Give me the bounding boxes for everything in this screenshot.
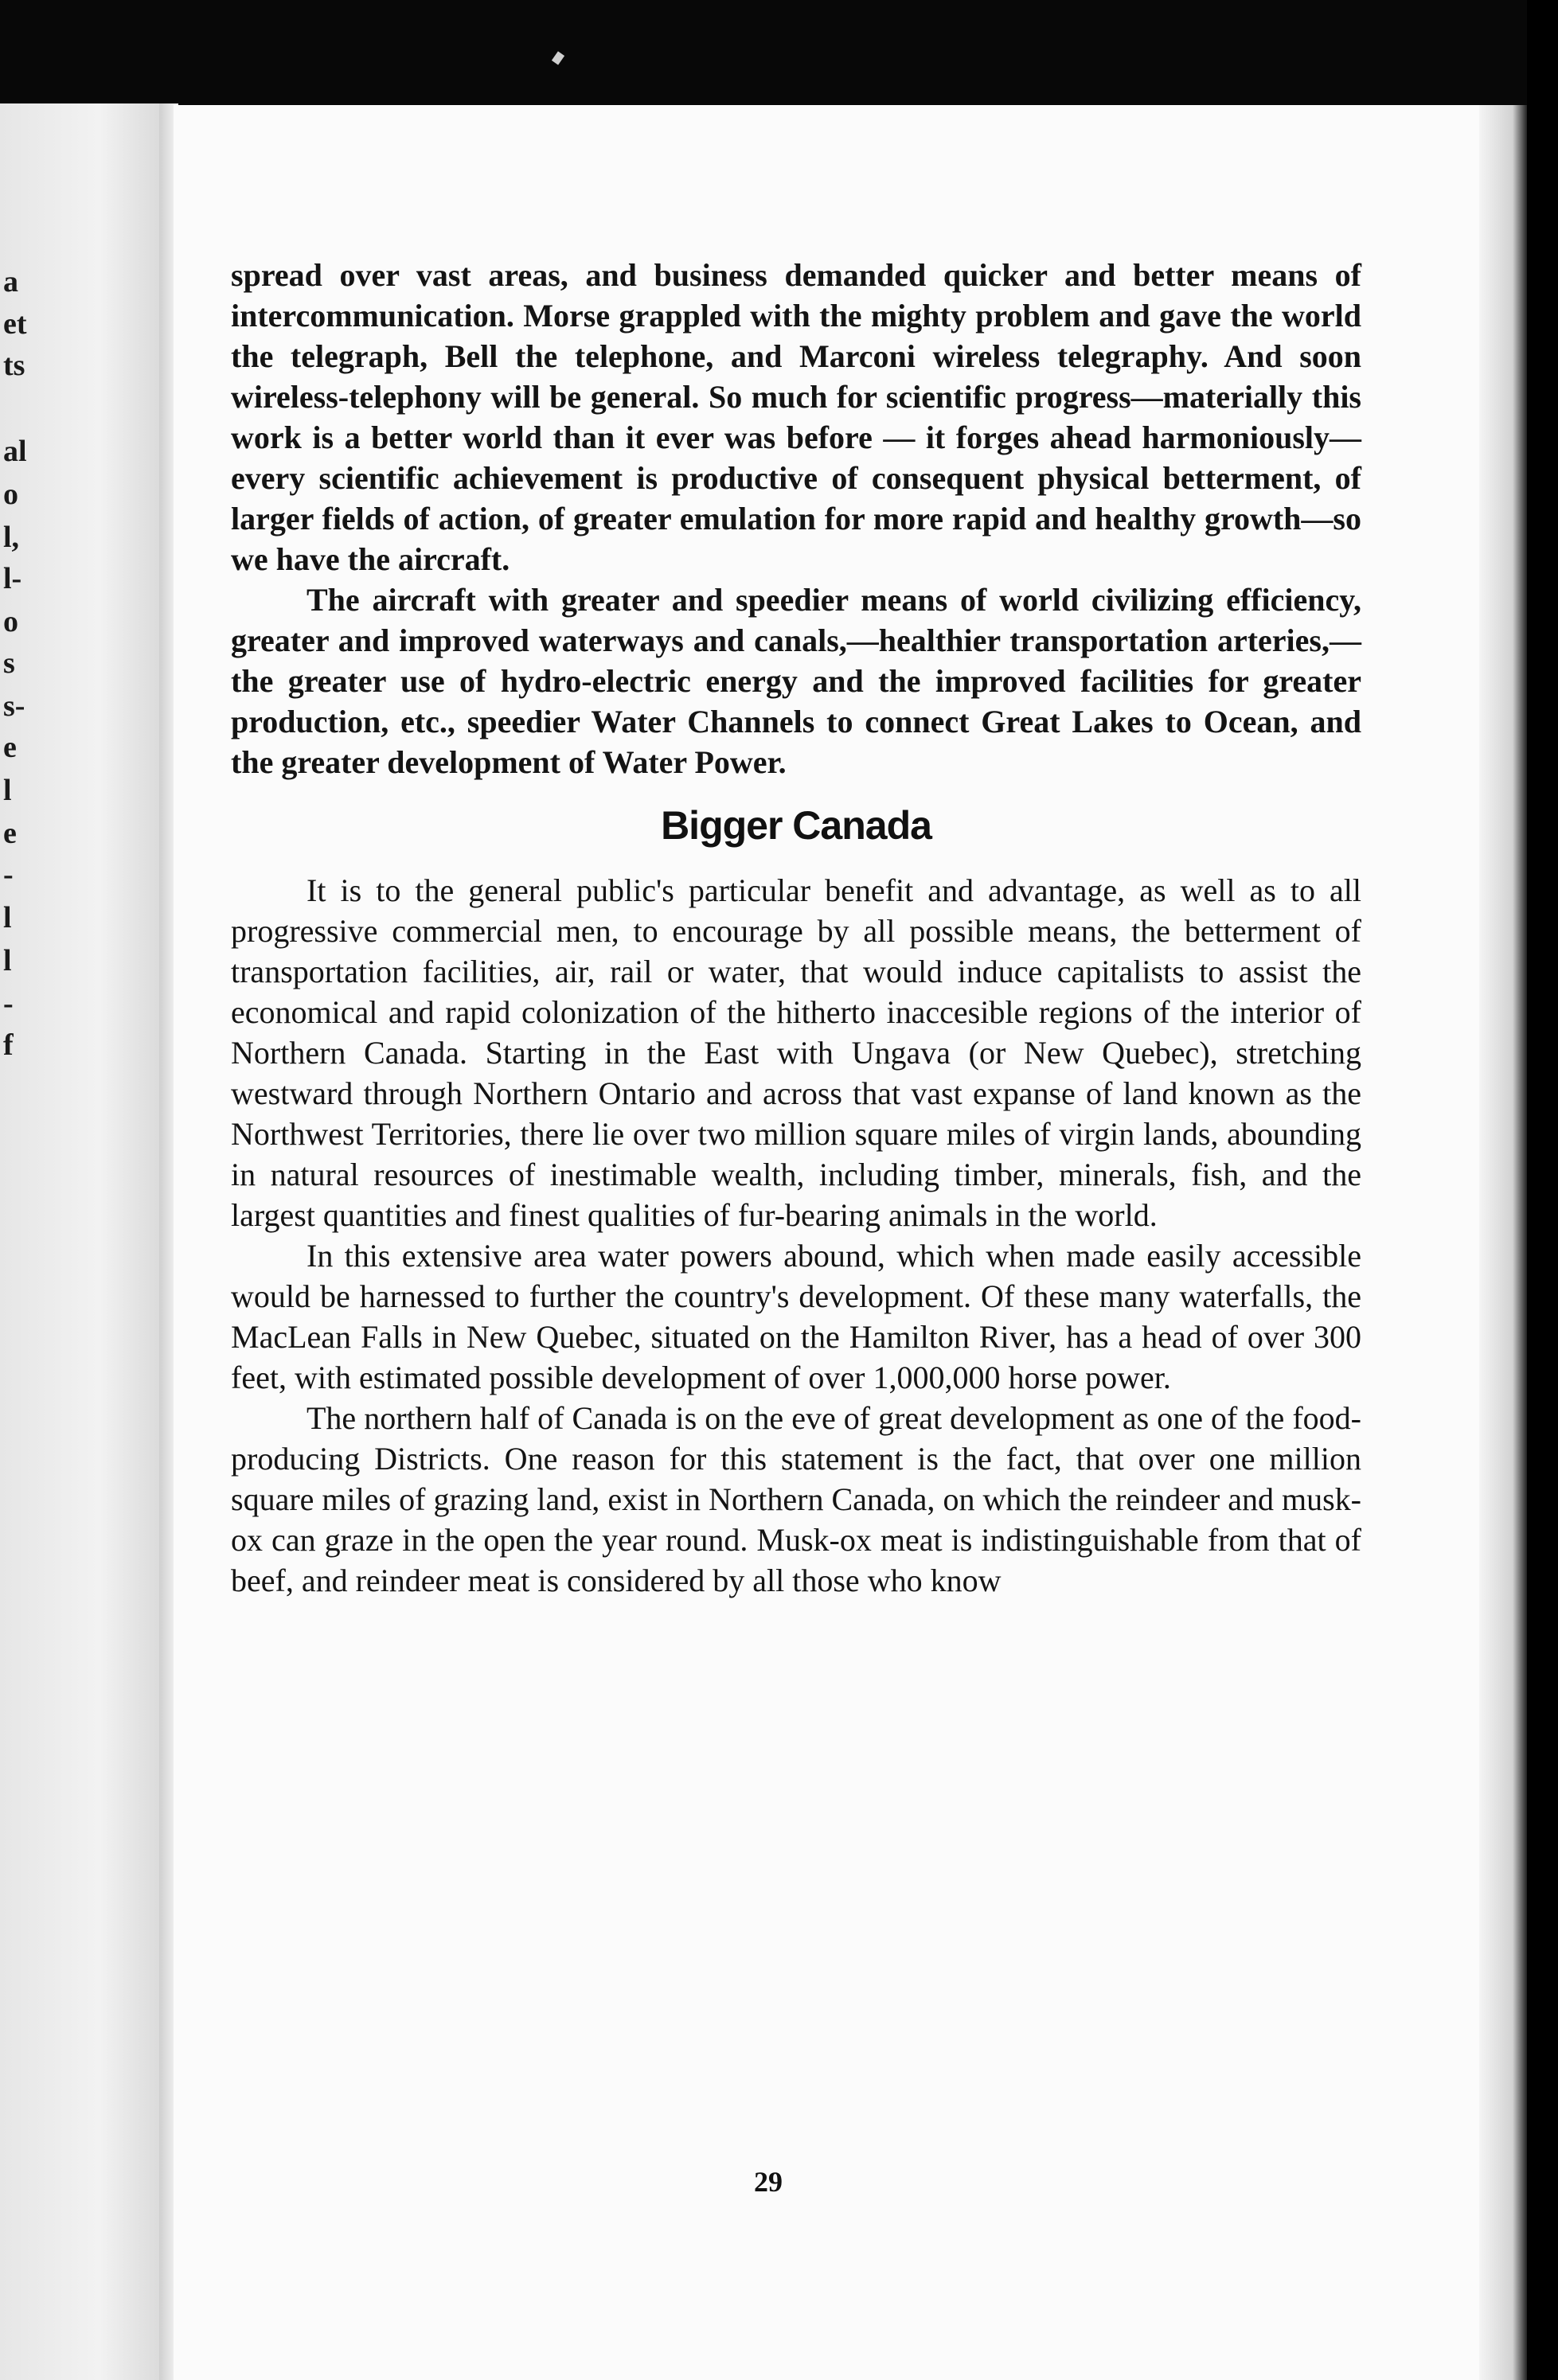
left-fragment: l- — [3, 562, 22, 595]
left-fragment: a — [3, 265, 18, 298]
left-fragment: f — [3, 1028, 14, 1062]
left-fragment: l — [3, 901, 12, 934]
left-fragment: s- — [3, 689, 25, 723]
left-fragment: o — [3, 605, 18, 638]
left-fragment: l, — [3, 521, 20, 554]
body-paragraph: spread over vast areas, and business demanded quicker and better means of intercommunication. Morse grappled with the mighty problem and gave the world the telegraph, Bell the telephone, and Marconi wireless telegraphy. And soon wireless-telephony will be general. So much for scientific progress—materially this work is a better world than it ever was before — it forges ahead harmoniously—every scientific achievement is productive of consequent physical betterment, of larger fields of action, of greater emulation for more rapid and healthy growth—so we have the aircraft. — [231, 257, 1361, 577]
left-fragment: l — [3, 944, 12, 977]
page-body — [231, 255, 1361, 1601]
left-fragment: - — [3, 858, 14, 892]
section-paragraph: The northern half of Canada is on the eve of great development as one of the food-producing Districts. One reason for this statement is the fact, that over one million square miles of grazing land, exist in Northern Canada, on which the reindeer and musk-ox can graze in the open the year round. Musk-ox meat is indistinguishable from that of beef, and reindeer meat is considered by all those who know — [231, 1400, 1361, 1598]
left-fragment: al — [3, 435, 27, 468]
left-fragment: - — [3, 987, 14, 1020]
section-paragraph: It is to the general public's particular benefit and advantage, as well as to all progressive commercial men, to encourage by all possible means, the betterment of transportation facilities, air, rail or water, that would induce capitalists to assist the economical and rapid colonization of the hitherto inaccesible regions of the interior of Northern Canada. Starting in the East with Ungava (or New Quebec), stretching westward through Northern Ontario and across that vast expanse of land known as the Northwest Territories, there lie over two million square miles of virgin lands, abounding in natural resources of inestimable wealth, including timber, minerals, fish, and the largest quantities and finest qualities of fur-bearing animals in the world. — [231, 872, 1361, 1233]
left-fragment: e — [3, 817, 17, 850]
page-number: 29 — [754, 2166, 783, 2198]
section-heading: Bigger Canada — [661, 803, 931, 848]
left-fragment: o — [3, 478, 18, 511]
left-fragment: ts — [3, 349, 25, 382]
left-fragment: et — [3, 307, 27, 341]
left-page-edge — [0, 103, 166, 2380]
scanner-right-border — [1527, 0, 1558, 2380]
left-fragment: s — [3, 646, 15, 680]
section-paragraph: In this extensive area water powers abound, which when made easily accessible would be harnessed to further the country's development. Of these many waterfalls, the MacLean Falls in New Quebec, situated on the Hamilton River, has a head of over 300 feet, with estimated possible development of over 1,000,000 horse power. — [231, 1238, 1361, 1395]
right-page-edge — [1479, 105, 1527, 2380]
left-fragment: e — [3, 731, 17, 764]
body-paragraph: The aircraft with greater and speedier means of world civilizing efficiency, greater and improved waterways and canals,—healthier transportation arteries,—the greater use of hydro-electric energy and the improved facilities for greater production, etc., speedier Water Channels to connect Great Lakes to Ocean, and the greater development of Water Power. — [231, 582, 1361, 780]
left-fragment: l — [3, 774, 12, 807]
scanner-top-border — [0, 0, 1558, 107]
